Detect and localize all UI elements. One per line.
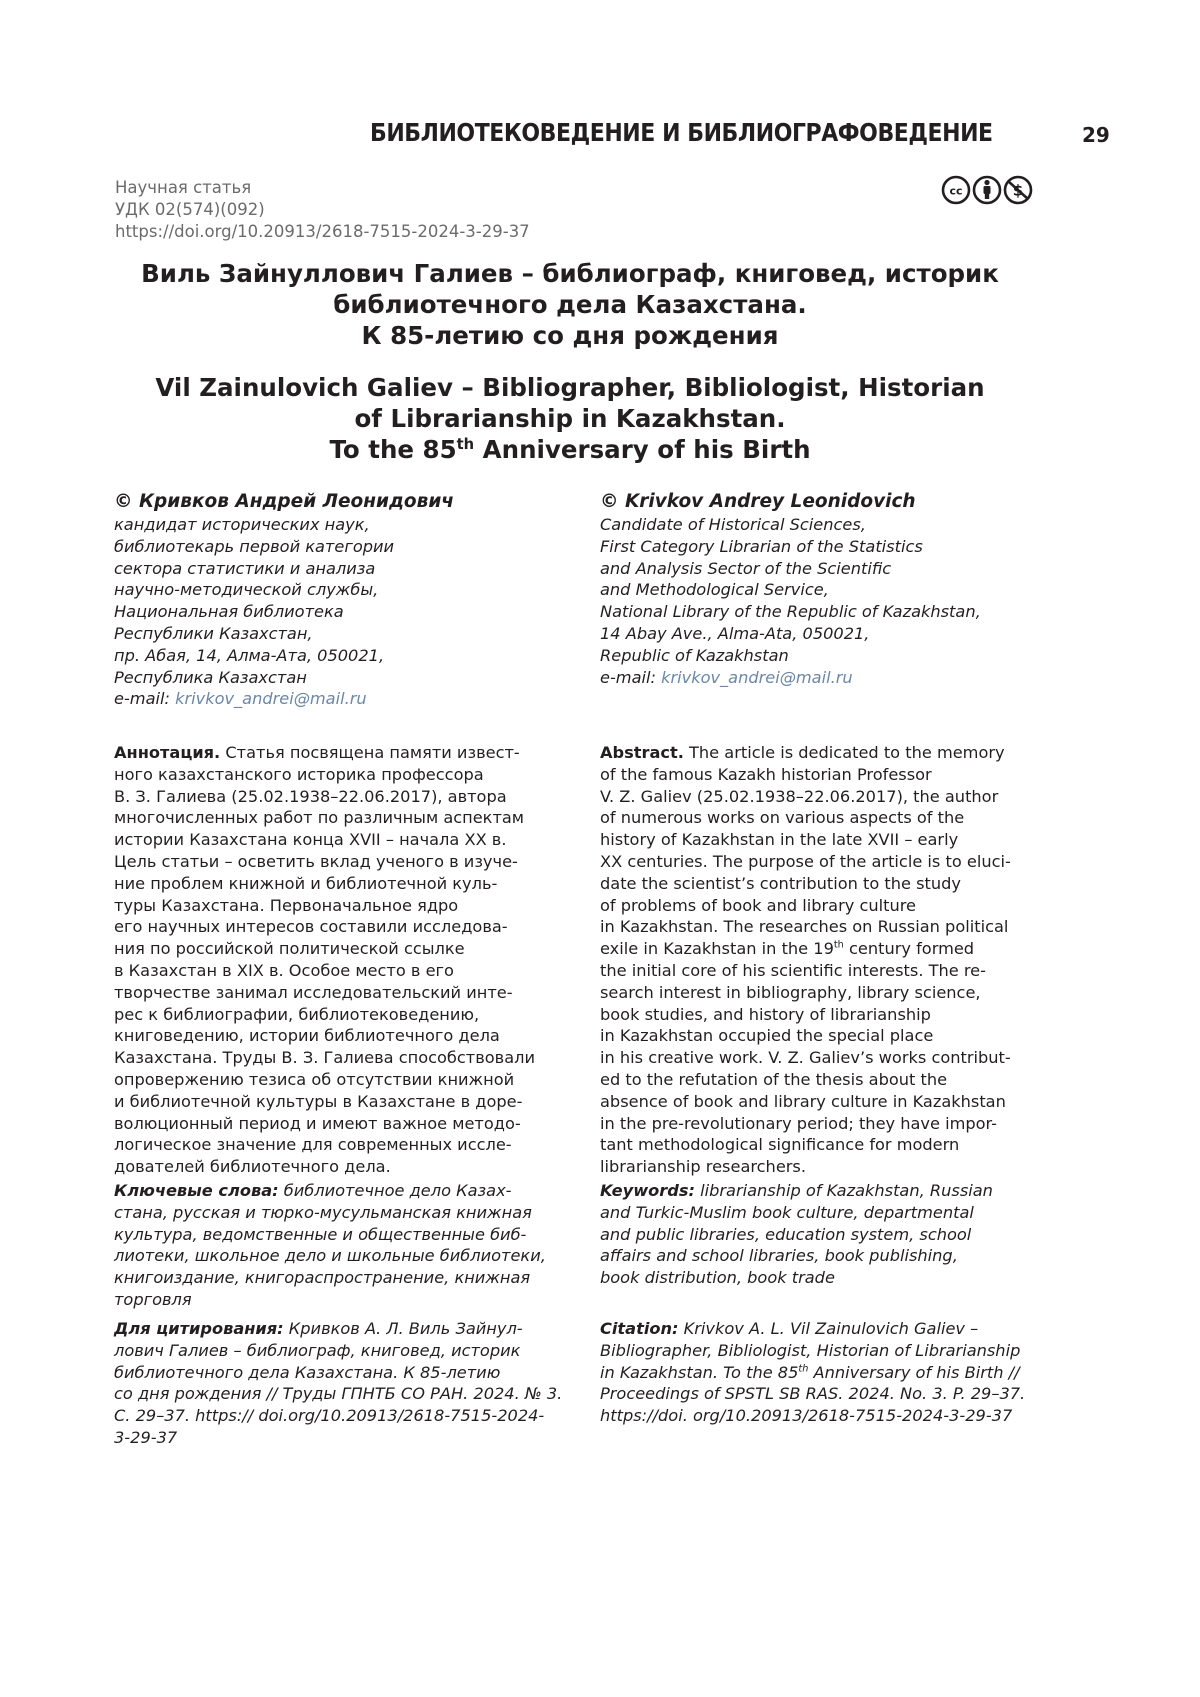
article-meta [115, 177, 530, 243]
title-en-line: of Librarianship in Kazakhstan. [110, 403, 1030, 434]
title-ru-line: К 85-летию со дня рождения [110, 320, 1030, 351]
keywords-label-en: Keywords: [600, 1181, 695, 1200]
title-en-line: To the 85th Anniversary of his Birth [110, 434, 1030, 465]
running-header: БИБЛИОТЕКОВЕДЕНИЕ И БИБЛИОГРАФОВЕДЕНИЕ [370, 118, 960, 147]
author-block-en [600, 490, 1040, 688]
keywords-label-ru: Ключевые слова: [114, 1181, 279, 1200]
author-affiliation-ru: кандидат исторических наук, библиотекарь первой категории сектора статистики и анализа научно-методической службы, Национальная библиотека Республики Казахстан, пр. Абая, 14, Алма-Ата, 050021, Республика Казахстан e-mail: krivkov_andrei@mail.ru [114, 514, 554, 710]
title-russian [110, 258, 1030, 351]
citation-label-ru: Для цитирования: [114, 1319, 284, 1338]
author-block-ru [114, 490, 554, 710]
author-name-en: © Krivkov Andrey Leonidovich [600, 490, 1040, 514]
title-ru-line: библиотечного дела Казахстана. [110, 289, 1030, 320]
keywords-en: Keywords: librarianship of Kazakhstan, Russian and Turkic-Muslim book culture, departmental and public libraries, education system, school affairs and school libraries, book publishing, book distribution, book trade [600, 1180, 1040, 1289]
citation-label-en: Citation: [600, 1319, 679, 1338]
citation-ru: Для цитирования: Кривков А. Л. Виль Зайнул- лович Галиев – библиограф, книговед, историк библиотечного дела Казахстана. К 85-летию со дня рождения // Труды ГПНТБ СО РАН. 2024. № 3. С. 29–37. https:// doi.org/10.20913/2618-7515-2024- 3-29-37 [114, 1318, 554, 1449]
title-english [110, 372, 1030, 465]
citation-en: Citation: Krivkov A. L. Vil Zainulovich Galiev – Bibliographer, Bibliologist, Historian of Librarianship in Kazakhstan. To the 85th Anniversary of his Birth // Proceedings of SPSTL SB RAS. 2024. No. 3. P. 29–37. https://doi. org/10.20913/2618-7515-2024-3-29-37 [600, 1318, 1040, 1427]
article-type: Научная статья [115, 177, 530, 199]
email-link-ru[interactable]: krivkov_andrei@mail.ru [175, 689, 367, 708]
page-number: 29 [1082, 123, 1110, 147]
cc-by-nc-icon[interactable] [940, 174, 1035, 206]
author-affiliation-en: Candidate of Historical Sciences, First Category Librarian of the Statistics and Analysis Sector of the Scientific and Methodological Service, National Library of the Republic of Kazakhstan, 14 Abay Ave., Alma-Ata, 050021, Republic of Kazakhstan e-mail: krivkov_andrei@mail.ru [600, 514, 1040, 688]
email-link-en[interactable]: krivkov_andrei@mail.ru [661, 668, 853, 687]
abstract-label-ru: Аннотация. [114, 743, 220, 762]
abstract-ru: Аннотация. Статья посвящена памяти извест- ного казахстанского историка профессора В. З. Галиева (25.02.1938–22.06.2017), автора многочисленных работ по различным аспектам истории Казахстана конца XVII – начала XX в. Цель статьи – осветить вклад ученого в изуче- ние проблем книжной и библиотечной куль- туры Казахстана. Первоначальное ядро его научных интересов составили исследова- ния по российской политической ссылке в Казахстан в XIX в. Особое место в его творчестве занимал исследовательский инте- рес к библиографии, библиотековедению, книговедению, истории библиотечного дела Казахстана. Труды В. З. Галиева способствовали опровержению тезиса об отсутствии книжной и библиотечной культуры в Казахстане в доре- волюционный период и имеют важное методо- логическое значение для современных иссле- дователей библиотечного дела. [114, 742, 554, 1178]
abstract-en: Abstract. The article is dedicated to the memory of the famous Kazakh historian Professor V. Z. Galiev (25.02.1938–22.06.2017), the author of numerous works on various aspects of the history of Kazakhstan in the late XVII – early XX centuries. The purpose of the article is to eluci- date the scientist’s contribution to the study of problems of book and library culture in Kazakhstan. The researches on Russian political exile in Kazakhstan in the 19th century formed the initial core of his scientific interests. The re- search interest in bibliography, library science, book studies, and history of librarianship in Kazakhstan occupied the special place in his creative work. V. Z. Galiev’s works contribut- ed to the refutation of the thesis about the absence of book and library culture in Kazakhstan in the pre-revolutionary period; they have impor- tant methodological significance for modern librarianship researchers. [600, 742, 1040, 1178]
abstract-label-en: Abstract. [600, 743, 684, 762]
doi-link[interactable]: https://doi.org/10.20913/2618-7515-2024-3-29-37 [115, 221, 530, 243]
svg-text:cc: cc [949, 185, 962, 198]
title-ru-line: Виль Зайнуллович Галиев – библиограф, книговед, историк [110, 258, 1030, 289]
author-name-ru: © Кривков Андрей Леонидович [114, 490, 554, 514]
udk-code: УДК 02(574)(092) [115, 199, 530, 221]
title-en-line: Vil Zainulovich Galiev – Bibliographer, Bibliologist, Historian [110, 372, 1030, 403]
keywords-ru: Ключевые слова: библиотечное дело Казах- стана, русская и тюрко-мусульманская книжная культура, ведомственные и общественные биб- лиотеки, школьное дело и школьные библиотеки, книгоиздание, книгораспространение, книжная торговля [114, 1180, 554, 1311]
